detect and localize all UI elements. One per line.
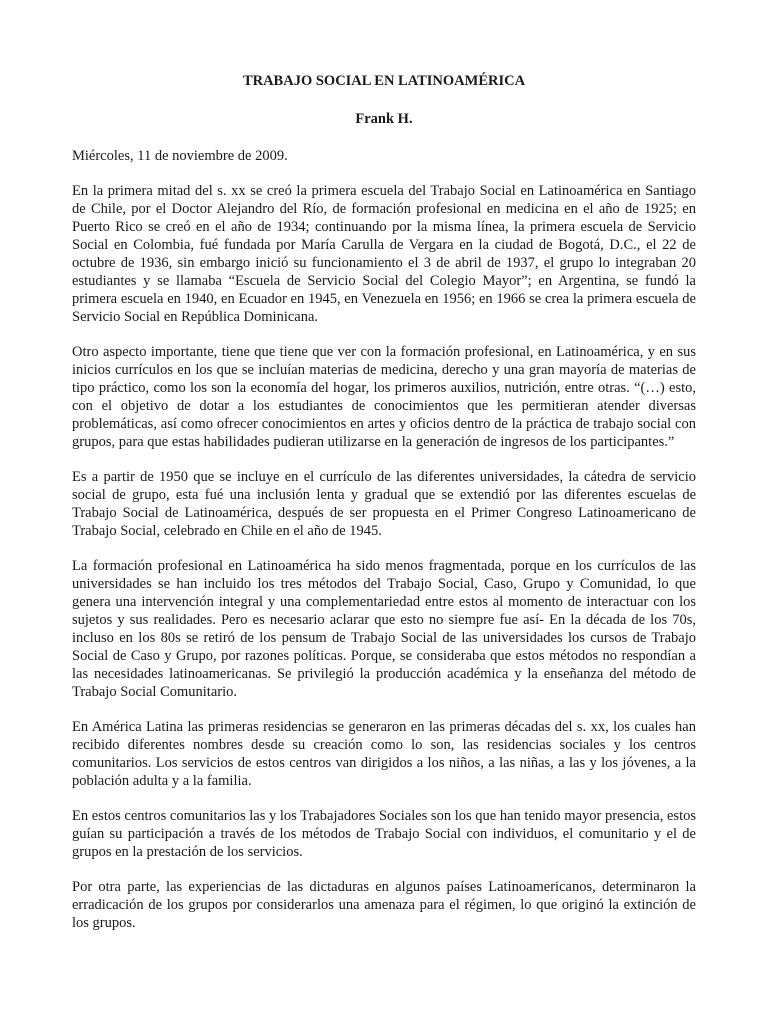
paragraph-2: Otro aspecto importante, tiene que tiene que ver con la formación profesional, en Latinoamérica, y en sus inicios currículos en los que se incluían materias de medicina, derecho y una gran mayoría de materias de tipo práctico, como los son la economía del hogar, los primeros auxilios, nutrición, entre otras. “(…) esto, con el objetivo de dotar a los estudiantes de conocimientos que les permitieran atender diversas problemáticas, así como ofrecer conocimientos en artes y oficios dentro de la práctica de trabajo social con grupos, para que estas habilidades pudieran utilizarse en la generación de ingresos de los participantes.” (72, 344, 696, 450)
paragraph-1: En la primera mitad del s. xx se creó la primera escuela del Trabajo Social en Latinoamérica en Santiago de Chile, por el Doctor Alejandro del Río, de formación profesional en medicina en el año de 1925; en Puerto Rico se creó en el año de 1934; continuando por la misma línea, la primera escuela de Servicio Social en Colombia, fué fundada por María Carulla de Vergara en la ciudad de Bogotá, D.C., el 22 de octubre de 1936, sin embargo inició su funcionamiento el 3 de abril de 1937, el grupo lo integraban 20 estudiantes y se llamaba “Escuela de Servicio Social del Colegio Mayor”; en Argentina, se fundó la primera escuela en 1940, en Ecuador en 1945, en Venezuela en 1956; en 1966 se crea la primera escuela de Servicio Social en República Dominicana. (72, 183, 696, 325)
paragraph-3: Es a partir de 1950 que se incluye en el currículo de las diferentes universidades, la cátedra de servicio social de grupo, esta fué una inclusión lenta y gradual que se extendió por las diferentes escuelas de Trabajo Social de Latinoamérica, después de ser propuesta en el Primer Congreso Latinoamericano de Trabajo Social, celebrado en Chile en el año de 1945. (72, 469, 696, 539)
paragraph-7: Por otra parte, las experiencias de las dictaduras en algunos países Latinoamericanos, determinaron la erradicación de los grupos por considerarlos una amenaza para el régimen, lo que originó la extinción de los grupos. (72, 879, 696, 931)
paragraph-5: En América Latina las primeras residencias se generaron en las primeras décadas del s. xx, los cuales han recibido diferentes nombres desde su creación como lo son, las residencias sociales y los centros comunitarios. Los servicios de estos centros van dirigidos a los niños, a las niñas, a las y los jóvenes, a la población adulta y a la familia. (72, 719, 696, 789)
document-date: Miércoles, 11 de noviembre de 2009. (72, 148, 288, 164)
document-title: TRABAJO SOCIAL EN LATINOAMÉRICA (242, 73, 526, 89)
paragraph-4: La formación profesional en Latinoamérica ha sido menos fragmentada, porque en los currículos de las universidades se han incluido los tres métodos del Trabajo Social, Caso, Grupo y Comunidad, lo que genera una intervención integral y una complementariedad entre estos al momento de interactuar con los sujetos y sus realidades. Pero es necesario aclarar que esto no siempre fue así- En la década de los 70s, incluso en los 80s se retiró de los pensum de Trabajo Social de las universidades los cursos de Trabajo Social de Caso y Grupo, por razones políticas. Porque, se consideraba que estos métodos no respondían a las necesidades latinoamericanas. Se privilegió la producción académica y la enseñanza del método de Trabajo Social Comunitario. (72, 558, 696, 700)
paragraph-6: En estos centros comunitarios las y los Trabajadores Sociales son los que han tenido mayor presencia, estos guían su participación a través de los métodos de Trabajo Social con individuos, el comunitario y el de grupos en la prestación de los servicios. (72, 808, 696, 860)
document-author: Frank H. (355, 111, 413, 127)
